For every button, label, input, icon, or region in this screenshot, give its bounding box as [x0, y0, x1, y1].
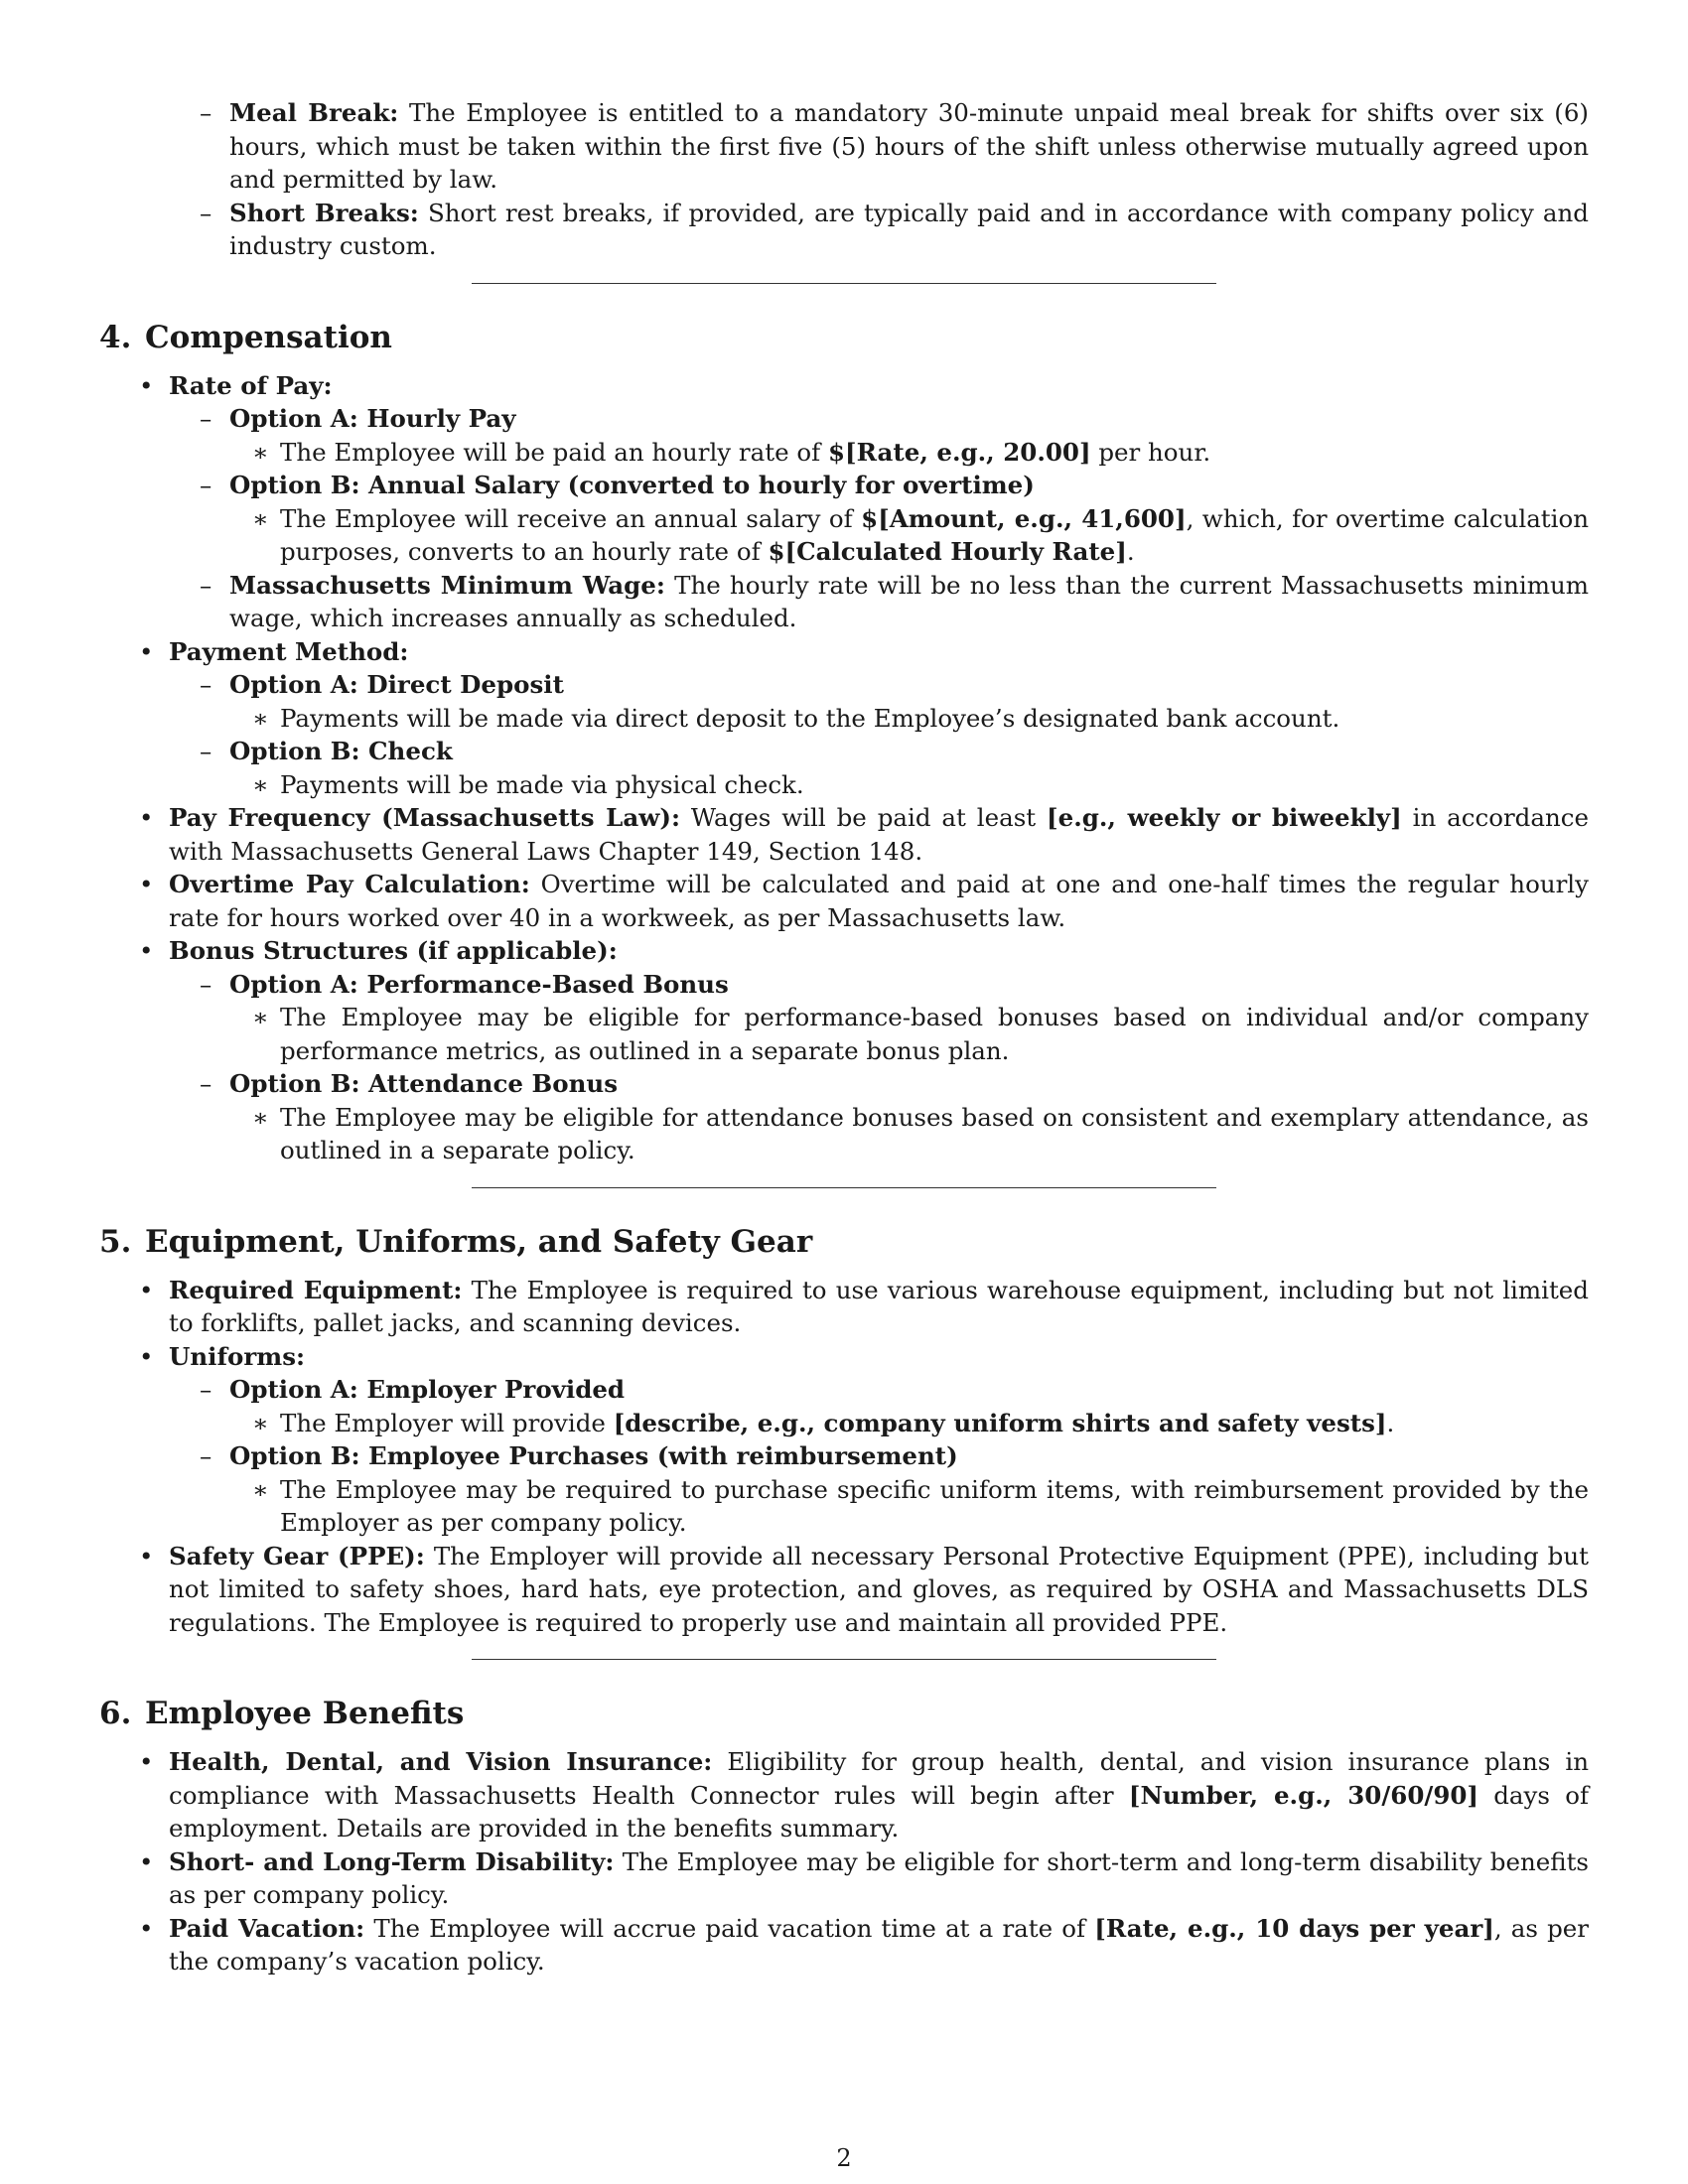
hourly-rate-text: ∗ The Employee will be paid an hourly rate of $[Rate, e.g., 20.00] per hour. [280, 436, 1589, 470]
option-a-performance-bonus: – Option A: Performance-Based Bonus [229, 968, 1589, 1002]
health-insurance-item: • Health, Dental, and Vision Insurance: Eligibility for group health, dental, and vision insurance plans in compliance with Massachusetts Health Connector rules will begin after [Number, e.g., 30/60/90] days of employment. Details are provided in the benefits summary. [169, 1745, 1589, 1845]
required-equipment-item: • Required Equipment: The Employee is required to use various warehouse equipment, including but not limited to forklifts, pallet jacks, and scanning devices. [169, 1274, 1589, 1340]
option-b-salary: – Option B: Annual Salary (converted to hourly for overtime) [229, 469, 1589, 502]
section-divider [472, 283, 1216, 284]
item-label: Short Breaks: [229, 198, 419, 227]
item-label: Meal Break: [229, 98, 399, 127]
option-a-direct-deposit: – Option A: Direct Deposit [229, 668, 1589, 702]
option-a-employer-provided: – Option A: Employer Provided [229, 1373, 1589, 1407]
employer-provided-text: ∗ The Employer will provide [describe, e.g., company uniform shirts and safety vests]. [280, 1407, 1589, 1440]
section-heading-benefits: 6. Employee Benefits [99, 1696, 465, 1731]
salary-text: ∗ The Employee will receive an annual salary of $[Amount, e.g., 41,600], which, for overtime calculation purposes, converts to an hourly rate of $[Calculated Hourly Rate]. [280, 502, 1589, 569]
paid-vacation-item: • Paid Vacation: The Employee will accrue paid vacation time at a rate of [Rate, e.g., 10 days per year], as per the company’s vacation policy. [169, 1912, 1589, 1979]
item-text: The Employee is entitled to a mandatory 30-minute unpaid meal break for shifts over six (6) hours, which must be taken within the first five (5) hours of the shift unless otherwise mutually agreed upon and permitted by law. [229, 98, 1589, 194]
short-breaks-item [229, 197, 1589, 263]
meal-break-item [229, 96, 1589, 197]
section-heading-compensation: 4. Compensation [99, 319, 392, 355]
section-divider [472, 1659, 1216, 1660]
option-a-hourly: – Option A: Hourly Pay [229, 402, 1589, 436]
section-heading-equipment: 5. Equipment, Uniforms, and Safety Gear [99, 1223, 813, 1260]
payment-method-item: • Payment Method: [169, 635, 1589, 669]
option-b-employee-purchases: – Option B: Employee Purchases (with reimbursement) [229, 1439, 1589, 1473]
page-number: 2 [836, 2144, 852, 2172]
safety-gear-item: • Safety Gear (PPE): The Employer will provide all necessary Personal Protective Equipment (PPE), including but not limited to safety shoes, hard hats, eye protection, and gloves, as required by OSHA and Massachusetts DLS regulations. The Employee is required to properly use and maintain all provided PPE. [169, 1540, 1589, 1640]
direct-deposit-text: ∗ Payments will be made via direct deposit to the Employee’s designated bank account. [280, 702, 1589, 736]
option-b-attendance-bonus: – Option B: Attendance Bonus [229, 1067, 1589, 1101]
page-content [99, 96, 1589, 1979]
employee-purchases-text: ∗ The Employee may be required to purchase specific uniform items, with reimbursement provided by the Employer as per company policy. [280, 1473, 1589, 1540]
pay-frequency-item: • Pay Frequency (Massachusetts Law): Wages will be paid at least [e.g., weekly or biweekly] in accordance with Massachusetts General Laws Chapter 149, Section 148. [169, 801, 1589, 868]
uniforms-item: • Uniforms: [169, 1340, 1589, 1374]
bonus-structures-item: • Bonus Structures (if applicable): [169, 934, 1589, 968]
check-text: ∗ Payments will be made via physical check. [280, 768, 1589, 802]
item-text: Short rest breaks, if provided, are typically paid and in accordance with company policy and industry custom. [229, 198, 1589, 260]
attendance-bonus-text: ∗ The Employee may be eligible for attendance bonuses based on consistent and exemplary attendance, as outlined in a separate policy. [280, 1101, 1589, 1167]
overtime-item: • Overtime Pay Calculation: Overtime will be calculated and paid at one and one-half times the regular hourly rate for hours worked over 40 in a workweek, as per Massachusetts law. [169, 868, 1589, 934]
rate-of-pay-item: • Rate of Pay: [169, 369, 1589, 403]
performance-bonus-text: ∗ The Employee may be eligible for performance-based bonuses based on individual and/or company performance metrics, as outlined in a separate bonus plan. [280, 1001, 1589, 1067]
section-divider [472, 1187, 1216, 1188]
disability-item: • Short- and Long-Term Disability: The Employee may be eligible for short-term and long-term disability benefits as per company policy. [169, 1845, 1589, 1912]
option-b-check: – Option B: Check [229, 735, 1589, 768]
min-wage-item: – Massachusetts Minimum Wage: The hourly rate will be no less than the current Massachusetts minimum wage, which increases annually as scheduled. [229, 569, 1589, 635]
